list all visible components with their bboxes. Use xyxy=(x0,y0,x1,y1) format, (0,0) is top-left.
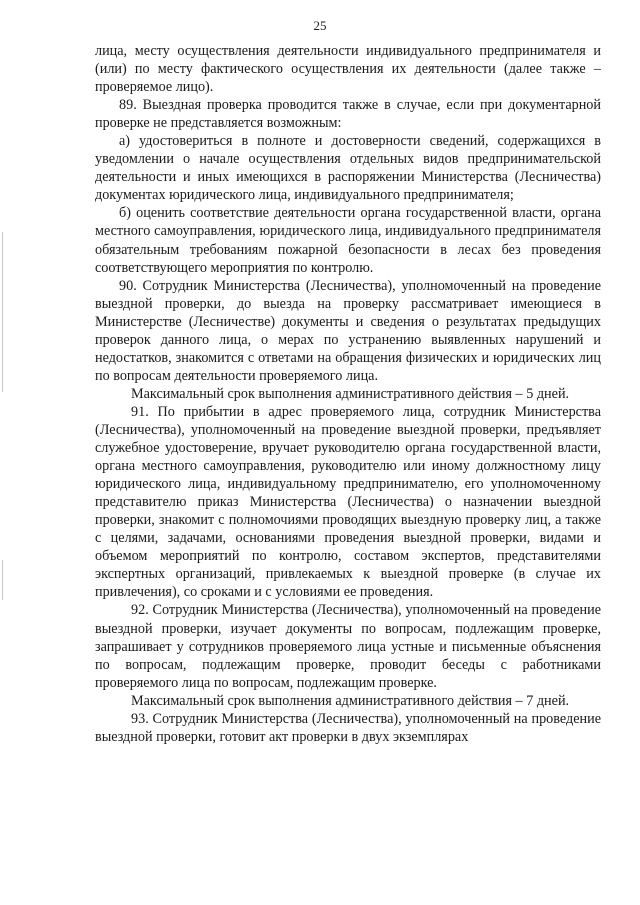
paragraph-term-5-days: Максимальный срок выполнения административного действия – 5 дней. xyxy=(131,385,570,402)
scan-edge-mark xyxy=(2,232,3,392)
paragraph-continuation: лица, месту осуществления деятельности индивидуального предпринимателя и (или) по месту фактического осуществления их деятельности (далее также – проверяемое лицо). xyxy=(95,43,601,96)
paragraph-89a: а) удостовериться в полноте и достоверности сведений, содержащихся в уведомлении о начале осуществления отдельных видов предпринимательской деятельности и иных имеющихся в распоряжении Министерства (Лесничества) документах юридического лица, индивидуального предпринимателя; xyxy=(95,133,601,204)
scan-edge-mark xyxy=(2,560,3,600)
paragraph-89: 89. Выездная проверка проводится также в случае, если при документарной проверке не представляется возможным: xyxy=(95,97,601,132)
paragraph-93: 93. Сотрудник Министерства (Лесничества), уполномоченный на проведение выездной проверки, готовит акт проверки в двух экземплярах xyxy=(95,710,601,745)
paragraph-89b: б) оценить соответствие деятельности органа государственной власти, органа местного самоуправления, юридического лица, индивидуального предпринимателя обязательным требованиям пожарной безопасности в лесах без проведения соответствующего мероприятия по контролю. xyxy=(95,205,601,276)
paragraph-91: 91. По прибытии в адрес проверяемого лица, сотрудник Министерства (Лесничества), уполномоченный на проведение выездной проверки, предъявляет служебное удостоверение, вручает руководителю органа государственной власти, органа местного самоуправления, руководителю или иному должностному лицу юридического лица, индивидуальному предпринимателю, его уполномоченному представителю приказ Министерства (Лесничества) о назначении выездной проверки, знакомит с полномочиями проводящих выездную проверку лиц, а также с целями, задачами, основаниями проведения выездной проверки, видами и объемом мероприятий по контролю, составом экспертов, представителями экспертных организаций, привлекаемых к выездной проверке (в случае их привлечения), со сроками и с условиями ее проведения. xyxy=(95,403,601,601)
paragraph-92: 92. Сотрудник Министерства (Лесничества), уполномоченный на проведение выездной проверки, изучает документы по вопросам, подлежащим проверке, запрашивает у сотрудников проверяемого лица устные и письменные объяснения по вопросам, подлежащим проверке, проводит беседы с работниками проверяемого лица по вопросам, подлежащим проверке. xyxy=(95,602,601,691)
document-body xyxy=(95,42,601,746)
page-number: 25 xyxy=(313,18,327,33)
paragraph-term-7-days: Максимальный срок выполнения административного действия – 7 дней. xyxy=(131,692,570,709)
paragraph-90: 90. Сотрудник Министерства (Лесничества), уполномоченный на проведение выездной проверки, до выезда на проверку рассматривает имеющиеся в Министерстве (Лесничестве) документы и сведения о результатах предыдущих проверок данного лица, о мерах по устранению выявленных нарушений и недостатков, знакомится с ответами на обращения физических и юридических лиц по вопросам деятельности проверяемого лица. xyxy=(95,277,601,384)
